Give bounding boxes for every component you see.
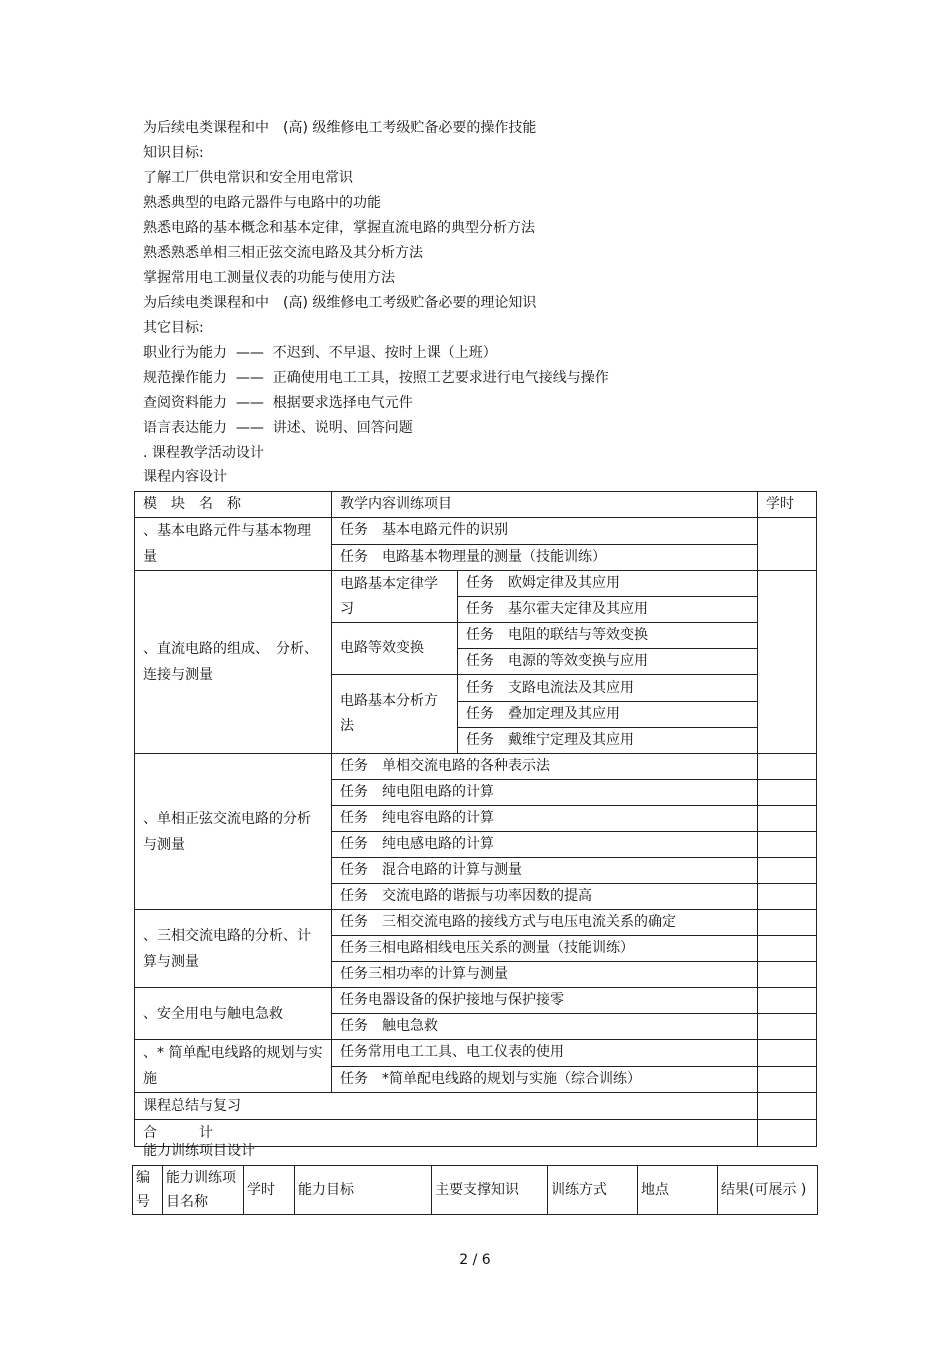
intro-line: 熟悉典型的电路元器件与电路中的功能 [143, 195, 381, 211]
task-cell: 任务 *简单配电线路的规划与实施（综合训练） [332, 1066, 758, 1093]
task-cell: 任务 电阻的联结与等效变换 [458, 623, 758, 649]
section-heading: 课程内容设计 [143, 469, 227, 485]
module-name: 、基本电路元件与基本物理量 [135, 518, 332, 571]
subgroup-name: 电路基本定律学习 [332, 571, 458, 623]
header-result: 结果(可展示 ) [718, 1166, 818, 1215]
module-name: 、直流电路的组成、 分析、连接与测量 [135, 571, 332, 754]
hours-cell [758, 754, 817, 780]
page-number: 2 / 6 [459, 1252, 491, 1268]
hours-cell [758, 832, 817, 858]
section-heading: . 课程教学活动设计 [143, 445, 264, 461]
intro-line: 知识目标: [143, 145, 204, 161]
task-cell: 任务 单相交流电路的各种表示法 [332, 754, 758, 780]
task-cell: 任务 交流电路的谐振与功率因数的提高 [332, 884, 758, 910]
hours-cell [758, 936, 817, 962]
summary-cell: 课程总结与复习 [135, 1093, 758, 1120]
table-header-row [133, 1166, 818, 1215]
module-name: 、安全用电与触电急救 [135, 988, 332, 1040]
task-cell: 任务 支路电流法及其应用 [458, 675, 758, 702]
hours-cell [758, 1040, 817, 1067]
task-cell: 任务 电源的等效变换与应用 [458, 649, 758, 675]
header-number: 编号 [133, 1166, 163, 1215]
table-row [135, 910, 817, 936]
header-knowledge: 主要支撑知识 [432, 1166, 548, 1215]
hours-cell [758, 806, 817, 832]
task-cell: 任务 纯电感电路的计算 [332, 832, 758, 858]
hours-cell [758, 910, 817, 936]
ability-training-table [132, 1165, 818, 1215]
intro-line: 熟悉电路的基本概念和基本定律，掌握直流电路的典型分析方法 [143, 220, 535, 236]
hours-cell [758, 962, 817, 988]
task-cell: 任务 纯电容电路的计算 [332, 806, 758, 832]
intro-line: 其它目标: [143, 320, 204, 336]
table-header-row [135, 492, 817, 518]
hours-cell [758, 884, 817, 910]
task-cell: 任务 欧姆定律及其应用 [458, 571, 758, 597]
header-module: 模 块 名 称 [135, 492, 332, 518]
task-cell: 任务三相电路相线电压关系的测量（技能训练） [332, 936, 758, 962]
intro-line: 为后续电类课程和中 (高) 级维修电工考级贮备必要的理论知识 [143, 295, 537, 311]
header-items: 教学内容训练项目 [332, 492, 758, 518]
hours-cell [758, 988, 817, 1014]
section-heading: 能力训练项目设计 [143, 1143, 255, 1159]
subgroup-name: 电路等效变换 [332, 623, 458, 675]
hours-cell [758, 518, 817, 571]
intro-line: 掌握常用电工测量仪表的功能与使用方法 [143, 270, 395, 286]
task-cell: 任务 电路基本物理量的测量（技能训练） [332, 544, 758, 571]
hours-cell [758, 571, 817, 754]
task-cell: 任务 三相交流电路的接线方式与电压电流关系的确定 [332, 910, 758, 936]
table-row [135, 571, 817, 597]
hours-cell [758, 1066, 817, 1093]
header-project-name: 能力训练项目名称 [163, 1166, 244, 1215]
header-hours: 学时 [244, 1166, 295, 1215]
intro-line: 熟悉熟悉单相三相正弦交流电路及其分析方法 [143, 245, 423, 261]
hours-cell [758, 1120, 817, 1147]
header-ability-goal: 能力目标 [295, 1166, 432, 1215]
total-cell: 合 计 [135, 1120, 758, 1147]
table-row [135, 1040, 817, 1067]
header-location: 地点 [638, 1166, 718, 1215]
task-cell: 任务常用电工工具、电工仪表的使用 [332, 1040, 758, 1067]
intro-line: 规范操作能力 —— 正确使用电工工具，按照工艺要求进行电气接线与操作 [143, 370, 609, 386]
module-name: 、单相正弦交流电路的分析与测量 [135, 754, 332, 910]
intro-line: 了解工厂供电常识和安全用电常识 [143, 170, 353, 186]
hours-cell [758, 1093, 817, 1120]
task-cell: 任务 叠加定理及其应用 [458, 702, 758, 728]
intro-line: 为后续电类课程和中 (高) 级维修电工考级贮备必要的操作技能 [143, 120, 537, 136]
task-cell: 任务 基本电路元件的识别 [332, 518, 758, 545]
task-cell: 任务 戴维宁定理及其应用 [458, 728, 758, 754]
module-name: 、三相交流电路的分析、计算与测量 [135, 910, 332, 988]
hours-cell [758, 858, 817, 884]
task-cell: 任务 基尔霍夫定律及其应用 [458, 597, 758, 623]
course-content-table [134, 491, 817, 1147]
table-row [135, 1093, 817, 1120]
task-cell: 任务电器设备的保护接地与保护接零 [332, 988, 758, 1014]
subgroup-name: 电路基本分析方法 [332, 675, 458, 754]
task-cell: 任务 纯电阻电路的计算 [332, 780, 758, 806]
table-row [135, 988, 817, 1014]
table-row [135, 518, 817, 545]
header-method: 训练方式 [548, 1166, 638, 1215]
task-cell: 任务 触电急救 [332, 1014, 758, 1040]
intro-line: 职业行为能力 —— 不迟到、不早退、按时上课（上班） [143, 345, 497, 361]
table-row [135, 754, 817, 780]
module-name: 、* 简单配电线路的规划与实施 [135, 1040, 332, 1093]
header-hours: 学时 [758, 492, 817, 518]
task-cell: 任务 混合电路的计算与测量 [332, 858, 758, 884]
intro-line: 查阅资料能力 —— 根据要求选择电气元件 [143, 395, 413, 411]
intro-line: 语言表达能力 —— 讲述、说明、回答问题 [143, 420, 413, 436]
hours-cell [758, 1014, 817, 1040]
task-cell: 任务三相功率的计算与测量 [332, 962, 758, 988]
hours-cell [758, 780, 817, 806]
